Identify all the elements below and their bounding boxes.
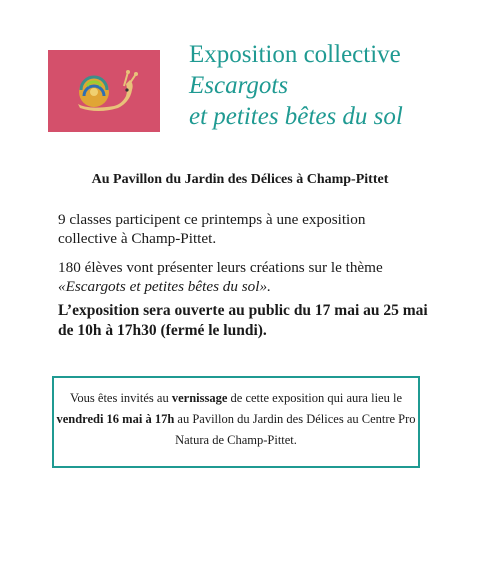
invitation-text bbox=[54, 388, 418, 451]
title-line-escargots: Escargots bbox=[189, 72, 289, 99]
paragraph-eleves-text: 180 élèves vont présenter leurs créations sur le thème bbox=[58, 259, 383, 276]
venue-heading: Au Pavillon du Jardin des Délices à Champ-Pittet bbox=[91, 172, 389, 187]
invitation-date: vendredi 16 mai à 17h bbox=[56, 412, 175, 426]
title-line-petites-betes: et petites bêtes du sol bbox=[189, 103, 403, 130]
invitation-part2: de cette exposition qui aura lieu le bbox=[227, 391, 402, 405]
paragraph-eleves bbox=[58, 258, 428, 296]
title-block bbox=[189, 40, 403, 132]
theme-text: «Escargots et petites bêtes du sol». bbox=[58, 278, 271, 295]
invitation-vernissage: vernissage bbox=[171, 391, 228, 405]
snail-illustration-icon bbox=[48, 50, 160, 132]
invitation-box bbox=[52, 376, 420, 468]
invitation-part3: au Pavillon du Jardin des Délices au Centre Pro Natura de Champ-Pittet. bbox=[174, 412, 416, 447]
opening-dates: L’exposition sera ouverte au public du 17 mai au 25 mai de 10h à 17h30 (fermé le lundi). bbox=[58, 302, 428, 339]
invitation-part1: Vous êtes invités au bbox=[70, 391, 172, 405]
title-line-exposition: Exposition collective bbox=[189, 41, 401, 68]
paragraph-classes: 9 classes participent ce printemps à une exposition collective à Champ-Pittet. bbox=[58, 211, 366, 247]
